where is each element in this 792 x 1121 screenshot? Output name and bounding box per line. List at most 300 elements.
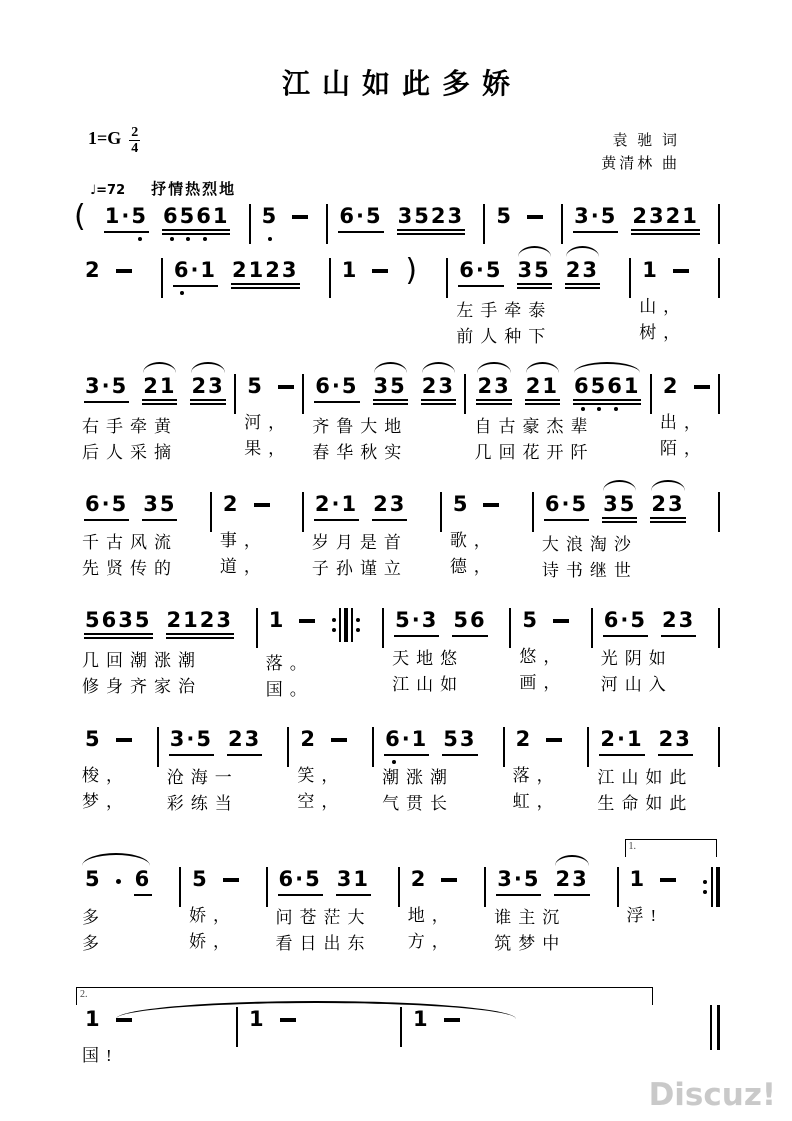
note-group (629, 867, 648, 894)
note-group (412, 1007, 431, 1034)
note-group-row (102, 204, 233, 235)
note-digit: · (186, 727, 197, 751)
note-group-row (244, 374, 296, 401)
note-digit: 1 (627, 727, 644, 751)
dash-note (444, 1018, 460, 1022)
note-digit: 5 (196, 727, 213, 751)
lyric-line: 天地悠 (392, 649, 465, 668)
score-measure (563, 204, 718, 235)
score-measure (619, 841, 703, 929)
note-group (515, 727, 534, 754)
score-system (74, 374, 720, 466)
note-group-row (266, 608, 363, 642)
note-group (190, 374, 225, 405)
barline (711, 867, 713, 907)
note-digit: 1 (413, 1007, 430, 1031)
lyric-line: 诗书继世 (541, 561, 638, 580)
lyric-line: 果， (244, 439, 293, 458)
score-measure (74, 608, 256, 700)
note-group (84, 492, 129, 521)
note-digit: 5 (414, 204, 431, 228)
note-group-row (82, 608, 236, 639)
score-measure (384, 608, 509, 698)
note-digit: 1 (341, 258, 359, 282)
note-group-row (82, 727, 134, 754)
note-digit: 1 (682, 204, 699, 228)
note-digit: 3 (438, 374, 455, 398)
note-digit: · (190, 258, 201, 282)
note-group (261, 204, 280, 231)
lyric-line: 陌， (659, 439, 708, 458)
note-digit: 2 (265, 258, 282, 282)
time-signature (129, 126, 140, 155)
score-measure (181, 867, 265, 955)
note-digit: 1 (104, 204, 122, 228)
note-group-row (660, 374, 712, 401)
dash-note (331, 738, 347, 742)
note-digit: 2 (477, 374, 495, 398)
note-digit: 6 (573, 374, 591, 398)
note-digit: 3 (459, 727, 477, 751)
score-measure (268, 867, 398, 957)
note-group (554, 867, 589, 896)
note-digit: 2 (430, 204, 448, 228)
note-digit: 3 (143, 492, 160, 516)
lyric-line: 山， (639, 297, 688, 316)
lyric-line: 道， (219, 557, 268, 576)
score-measure (593, 608, 718, 698)
score-measure (589, 727, 718, 817)
augmentation-dot (116, 879, 121, 884)
note-group-row (597, 727, 694, 756)
note-group (573, 374, 642, 405)
expression-marking: 抒情热烈地 (151, 182, 237, 198)
note-digit: · (331, 492, 342, 516)
note-group-row (259, 204, 311, 231)
note-digit: 3 (336, 867, 354, 891)
note-digit: 3 (517, 258, 535, 282)
note-group-row (519, 608, 571, 635)
lyricist-credit: 袁 驰 词 (612, 133, 680, 149)
lyric-line: 后人采摘 (82, 443, 178, 462)
score-measure (631, 258, 718, 346)
key-label: 1=G (88, 128, 122, 148)
score-measure (374, 727, 503, 817)
notes-row (513, 727, 584, 754)
note-digit: 5 (496, 204, 513, 228)
barline (718, 727, 720, 767)
note-group-row (382, 727, 479, 756)
notes-row (246, 1007, 396, 1034)
notes-row (571, 204, 714, 235)
note-group (641, 258, 660, 285)
note-digit: 1 (629, 867, 647, 891)
meter-numerator: 2 (131, 125, 139, 140)
lyric-line: 光阴如 (600, 649, 673, 668)
lyric-line: 岁月是首 (311, 533, 408, 552)
dash-note (673, 269, 689, 273)
final-barline (710, 1005, 720, 1050)
note-digit: 6 (85, 492, 102, 516)
note-digit: 2 (632, 204, 649, 228)
note-digit: · (401, 727, 412, 751)
score-measure (505, 727, 588, 815)
notes-row (266, 608, 378, 642)
note-digit: 2 (515, 727, 533, 751)
volta-bracket: 2. (76, 987, 653, 1005)
note-digit: 6 (339, 204, 357, 228)
note-digit: · (513, 867, 524, 891)
lyric-line: 国! (82, 1046, 119, 1065)
dot (332, 628, 336, 632)
note-digit: 5 (159, 492, 177, 516)
note-digit: 2 (314, 492, 332, 516)
repeat-dots (356, 618, 360, 632)
note-group (565, 258, 600, 289)
notes-row (82, 608, 252, 639)
lyric-line: 沧海一 (166, 768, 239, 787)
note-group-row (474, 374, 643, 405)
score-measure (304, 374, 464, 466)
dash-note (116, 269, 132, 273)
note-digit: 5 (571, 492, 589, 516)
barline (718, 608, 720, 648)
note-digit: 3 (397, 204, 415, 228)
note-digit: · (121, 204, 132, 228)
note-digit: 3 (373, 374, 391, 398)
note-digit: 6 (544, 492, 562, 516)
note-digit: 3 (648, 204, 666, 228)
score-measure (238, 1007, 400, 1043)
note-group (476, 374, 511, 405)
note-group (650, 492, 685, 523)
note-digit: 1 (200, 258, 218, 282)
lyric-line: 谁主沉 (494, 908, 567, 927)
repeat-dots (332, 618, 336, 632)
note-group-row (494, 867, 591, 896)
note-group-row (493, 204, 545, 231)
lyric-line: 修身齐家治 (82, 677, 202, 696)
score-measure (251, 204, 327, 231)
note-digit: 2 (658, 727, 676, 751)
notes-row (82, 258, 157, 285)
note-digit: 6 (101, 608, 119, 632)
note-digit: · (620, 608, 631, 632)
note-group-row (167, 727, 264, 756)
dash-note (441, 878, 457, 882)
notes-row (382, 727, 499, 756)
discuz-watermark: Discuz! (648, 1077, 776, 1113)
note-group (517, 258, 552, 289)
note-digit: 6 (469, 608, 487, 632)
score-measure (74, 867, 179, 957)
note-digit: 5 (534, 258, 551, 282)
note-group-row (189, 867, 241, 894)
note-digit: 5 (443, 727, 460, 751)
note-group (394, 608, 439, 637)
note-digit: 6 (315, 374, 332, 398)
notes-row (82, 374, 230, 405)
note-group (336, 867, 371, 896)
barline (718, 204, 720, 244)
note-digit: 5 (179, 204, 197, 228)
score-system (74, 253, 720, 350)
score-system (74, 841, 720, 957)
dash-note (280, 1018, 296, 1022)
note-group (162, 204, 231, 235)
note-digit: · (356, 204, 367, 228)
note-group (84, 374, 129, 403)
note-group-row (82, 374, 228, 405)
lyric-line: 自古豪杰辈 (474, 417, 595, 436)
score-measure (466, 374, 649, 466)
note-digit: 5 (192, 867, 209, 891)
score-measure (400, 867, 484, 955)
note-digit: 2 (199, 608, 217, 632)
note-group (341, 258, 360, 285)
note-group (227, 727, 262, 756)
lyric-line: 潮涨潮 (382, 768, 455, 787)
note-digit: 6 (173, 258, 191, 282)
barline (717, 1005, 720, 1050)
note-group-row (246, 1007, 298, 1034)
score-measure (511, 608, 590, 696)
note-group-row (312, 374, 458, 405)
note-group (134, 867, 153, 896)
notes-row (639, 258, 714, 285)
dash-note (223, 878, 239, 882)
note-group-row (456, 258, 602, 289)
notes-row (312, 374, 460, 405)
note-digit: 6 (607, 374, 624, 398)
dash-note (546, 738, 562, 742)
score-measure (74, 1007, 236, 1069)
dash-note (299, 619, 315, 623)
notes-row (336, 204, 479, 235)
key-signature (88, 125, 140, 156)
note-group-row (392, 608, 489, 637)
note-group (231, 258, 300, 289)
note-group-row (82, 258, 134, 285)
note-digit: 1 (183, 608, 200, 632)
lyric-line: 大浪淘沙 (541, 535, 638, 554)
note-group-row (82, 867, 154, 896)
note-digit: 2 (166, 608, 184, 632)
note-digit: 3 (675, 727, 692, 751)
lyric-line: 虹， (512, 792, 561, 811)
lyric-line: 浮! (626, 906, 664, 925)
lyric-line: 娇， (189, 932, 238, 951)
note-digit: 5 (247, 374, 264, 398)
notes-row (259, 204, 323, 231)
note-group-row (171, 258, 302, 289)
note-digit: 5 (522, 608, 539, 632)
note-digit: 3 (494, 374, 511, 398)
note-group (452, 492, 471, 519)
note-group (452, 608, 487, 637)
repeat-sign (332, 608, 360, 642)
note-group-row (410, 1007, 462, 1034)
score-measure (448, 258, 629, 350)
note-digit: 6 (603, 608, 621, 632)
credits (601, 130, 680, 176)
lyric-line: 子孙谨立 (311, 559, 408, 578)
note-group (173, 258, 218, 287)
note-group (373, 374, 408, 405)
note-digit: 1 (542, 374, 559, 398)
note-group (442, 727, 477, 756)
note-group-row (571, 204, 702, 235)
score-system (74, 492, 720, 584)
note-digit: 5 (131, 204, 148, 228)
note-digit: 3 (208, 374, 225, 398)
note-digit: 1 (623, 374, 641, 398)
note-digit: 3 (216, 608, 233, 632)
dot (703, 890, 707, 894)
note-digit: 2 (665, 204, 683, 228)
note-digit: 6 (196, 204, 213, 228)
note-digit: 2 (555, 867, 573, 891)
lyric-line: 几回花开阡 (474, 443, 595, 462)
notes-row (493, 204, 557, 231)
note-group (372, 492, 407, 521)
barline (718, 374, 720, 414)
score-system (74, 199, 720, 244)
score-measure (486, 867, 616, 957)
note-digit: 1 (249, 1007, 266, 1031)
lyric-line: 问苍茫大 (275, 908, 372, 927)
note-digit: · (331, 374, 342, 398)
note-digit: 5 (619, 492, 637, 516)
note-group (599, 727, 644, 756)
dash-note (278, 385, 294, 389)
note-digit: 5 (85, 727, 102, 751)
score-measure (74, 374, 234, 466)
lyric-line: 前人种下 (456, 327, 553, 346)
score-measure (163, 258, 329, 298)
note-group (104, 204, 149, 233)
note-digit: 1 (268, 608, 286, 632)
note-group-row (336, 204, 467, 235)
lyric-line: 悠， (519, 647, 568, 666)
score-measure (258, 608, 382, 703)
notes-row (171, 258, 325, 289)
note-group (314, 492, 359, 521)
note-digit: 1 (159, 374, 177, 398)
note-group-row (601, 608, 698, 637)
note-digit: · (101, 492, 112, 516)
score-system (74, 727, 720, 817)
barline (718, 492, 720, 532)
lyric-line: 地， (407, 906, 456, 925)
lyric-line: 事， (219, 531, 268, 550)
note-group-row (312, 492, 409, 521)
note-group (278, 867, 323, 896)
lyric-line: 娇， (189, 906, 238, 925)
dot (332, 618, 336, 622)
notes-row (519, 608, 586, 635)
tempo-marking: ♩=72 (90, 183, 126, 198)
score-measure (212, 492, 302, 580)
note-digit: 1 (642, 258, 659, 282)
note-group (248, 1007, 267, 1034)
notes-row (474, 374, 645, 405)
note-group (525, 374, 560, 405)
note-digit: 5 (134, 608, 152, 632)
notes-row (189, 867, 261, 894)
note-group (521, 608, 540, 635)
note-group-row (82, 1007, 134, 1034)
score-measure (74, 492, 210, 582)
notes-row (542, 492, 714, 523)
note-digit: 3 (281, 258, 299, 282)
dash-note (292, 215, 308, 219)
lyric-line: 右手牵黄 (82, 417, 178, 436)
note-group (662, 374, 681, 401)
note-digit: 3 (678, 608, 696, 632)
note-digit: 5 (85, 867, 102, 891)
notes-row (297, 727, 368, 754)
notes-row (410, 1007, 560, 1034)
repeat-dots (703, 880, 707, 894)
note-digit: · (101, 374, 112, 398)
song-title: 江山如此多娇 (281, 69, 522, 100)
note-digit: 3 (603, 492, 620, 516)
note-digit: 5 (111, 374, 129, 398)
note-digit: 6 (385, 727, 402, 751)
note-digit: 5 (366, 204, 383, 228)
open-paren: ( (74, 199, 86, 234)
dash-note (553, 619, 569, 623)
notes-row (276, 867, 394, 896)
dot (703, 880, 707, 884)
note-digit: 2 (421, 374, 439, 398)
lyric-line: 河山入 (600, 675, 673, 694)
note-digit: 5 (261, 204, 279, 228)
note-digit: · (295, 867, 306, 891)
score-measure (442, 492, 532, 580)
note-digit: · (475, 258, 486, 282)
notes-row (627, 867, 699, 894)
notes-row (312, 492, 436, 521)
note-group (338, 204, 383, 233)
notes-row (82, 727, 153, 754)
note-digit: 3 (118, 608, 135, 632)
notes-row (82, 867, 175, 896)
repeat-end-sign (703, 867, 720, 907)
note-group-row (82, 492, 179, 521)
note-digit: 5 (111, 492, 129, 516)
note-group (142, 374, 177, 405)
lyric-line: 梦， (82, 792, 130, 811)
note-digit: 3 (572, 867, 589, 891)
barline (351, 608, 353, 642)
notes-row (597, 727, 714, 756)
note-group (191, 867, 210, 894)
barline (344, 608, 348, 642)
note-digit: 6 (278, 867, 296, 891)
note-digit: 2 (600, 727, 618, 751)
dash-note (116, 1018, 132, 1022)
note-group (631, 204, 700, 235)
lyric-line: 先贤传的 (82, 559, 178, 578)
note-digit: 3 (447, 204, 465, 228)
note-digit: 5 (630, 608, 647, 632)
note-digit: 1 (212, 204, 230, 228)
note-group (495, 204, 514, 231)
note-digit: 3 (667, 492, 685, 516)
note-group (602, 492, 637, 523)
